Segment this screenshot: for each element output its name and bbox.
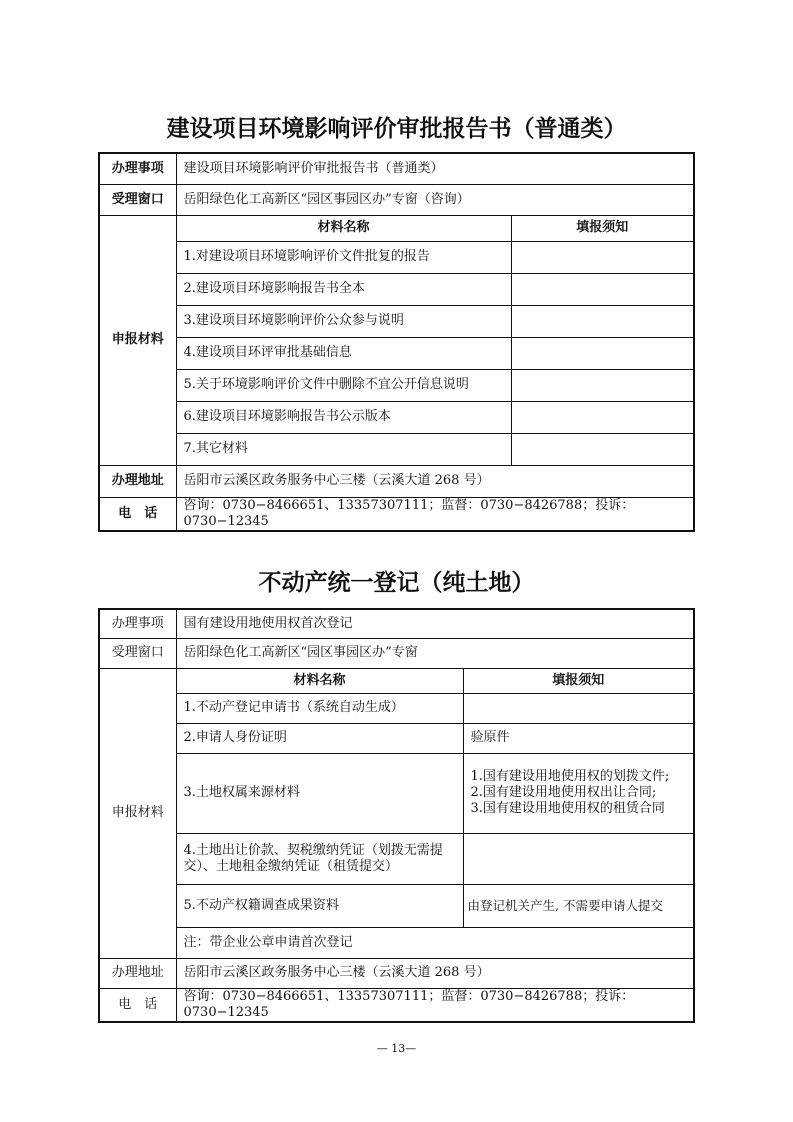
table-row [99, 273, 694, 305]
material-notice [511, 305, 694, 337]
table-row [99, 401, 694, 433]
material-name: 1.不动产登记申请书（系统自动生成） [176, 693, 463, 723]
material-notice [511, 369, 694, 401]
window-label: 受理窗口 [99, 184, 176, 215]
address-label: 办理地址 [99, 958, 176, 988]
material-name: 5.关于环境影响评价文件中删除不宜公开信息说明 [176, 369, 511, 401]
window-label: 受理窗口 [99, 638, 176, 668]
section1-title: 建设项目环境影响评价审批报告书（普通类） [166, 116, 627, 142]
material-name: 4.土地出让价款、契税缴纳凭证（划拨无需提交）、土地租金缴纳凭证（租赁提交） [176, 833, 463, 884]
item-value: 建设项目环境影响评价审批报告书（普通类） [176, 153, 694, 184]
table-row [99, 693, 694, 723]
address-value: 岳阳市云溪区政务服务中心三楼（云溪大道 268 号） [176, 465, 694, 497]
item-label: 办理事项 [99, 609, 176, 638]
col-notice-header: 填报须知 [463, 668, 694, 693]
table-row [99, 369, 694, 401]
material-name: 4.建设项目环评审批基础信息 [176, 337, 511, 369]
table-row [99, 241, 694, 273]
material-notice [463, 693, 694, 723]
table-row [99, 884, 694, 927]
phone-value: 咨询：0730−8466651、13357307111；监督：0730−8426788；投诉：0730−12345 [176, 497, 694, 531]
material-name: 3.建设项目环境影响评价公众参与说明 [176, 305, 511, 337]
col-name-header: 材料名称 [176, 668, 463, 693]
material-name: 2.建设项目环境影响报告书全本 [176, 273, 511, 305]
materials-label: 申报材料 [99, 215, 176, 465]
material-notice [511, 433, 694, 465]
table-row [99, 305, 694, 337]
material-notice [511, 241, 694, 273]
address-value: 岳阳市云溪区政务服务中心三楼（云溪大道 268 号） [176, 958, 694, 988]
phone-label: 电 话 [99, 988, 176, 1022]
material-notice [511, 273, 694, 305]
material-notice: 1.国有建设用地使用权的划拨文件; 2.国有建设用地使用权出让合同; 3.国有建设用地使用权的租赁合同 [463, 753, 694, 833]
material-name: 7.其它材料 [176, 433, 511, 465]
note: 注：带企业公章申请首次登记 [176, 927, 694, 958]
section2-table [98, 608, 695, 1023]
material-name: 6.建设项目环境影响报告书公示版本 [176, 401, 511, 433]
material-notice [511, 401, 694, 433]
section2-title: 不动产统一登记（纯土地） [258, 570, 535, 596]
table-row [99, 337, 694, 369]
table-row [99, 723, 694, 753]
table-row [99, 753, 694, 833]
materials-label: 申报材料 [99, 668, 176, 958]
material-name: 5.不动产权籍调查成果资料 [176, 884, 463, 927]
material-name: 2.申请人身份证明 [176, 723, 463, 753]
material-notice [511, 337, 694, 369]
material-name: 1.对建设项目环境影响评价文件批复的报告 [176, 241, 511, 273]
col-name-header: 材料名称 [176, 215, 511, 241]
material-notice [463, 833, 694, 884]
address-label: 办理地址 [99, 465, 176, 497]
item-value: 国有建设用地使用权首次登记 [176, 609, 694, 638]
material-name: 3.土地权属来源材料 [176, 753, 463, 833]
material-notice: 由登记机关产生, 不需要申请人提交 [463, 884, 694, 927]
item-label: 办理事项 [99, 153, 176, 184]
col-notice-header: 填报须知 [511, 215, 694, 241]
phone-value: 咨询：0730−8466651、13357307111；监督：0730−8426788；投诉：0730−12345 [176, 988, 694, 1022]
table-row [99, 833, 694, 884]
window-value: 岳阳绿色化工高新区“园区事园区办”专窗（咨询） [176, 184, 694, 215]
phone-label: 电 话 [99, 497, 176, 531]
section1-table [98, 152, 695, 532]
page-number: — 13— [376, 1042, 417, 1055]
table-row [99, 433, 694, 465]
material-notice: 验原件 [463, 723, 694, 753]
window-value: 岳阳绿色化工高新区“园区事园区办”专窗 [176, 638, 694, 668]
